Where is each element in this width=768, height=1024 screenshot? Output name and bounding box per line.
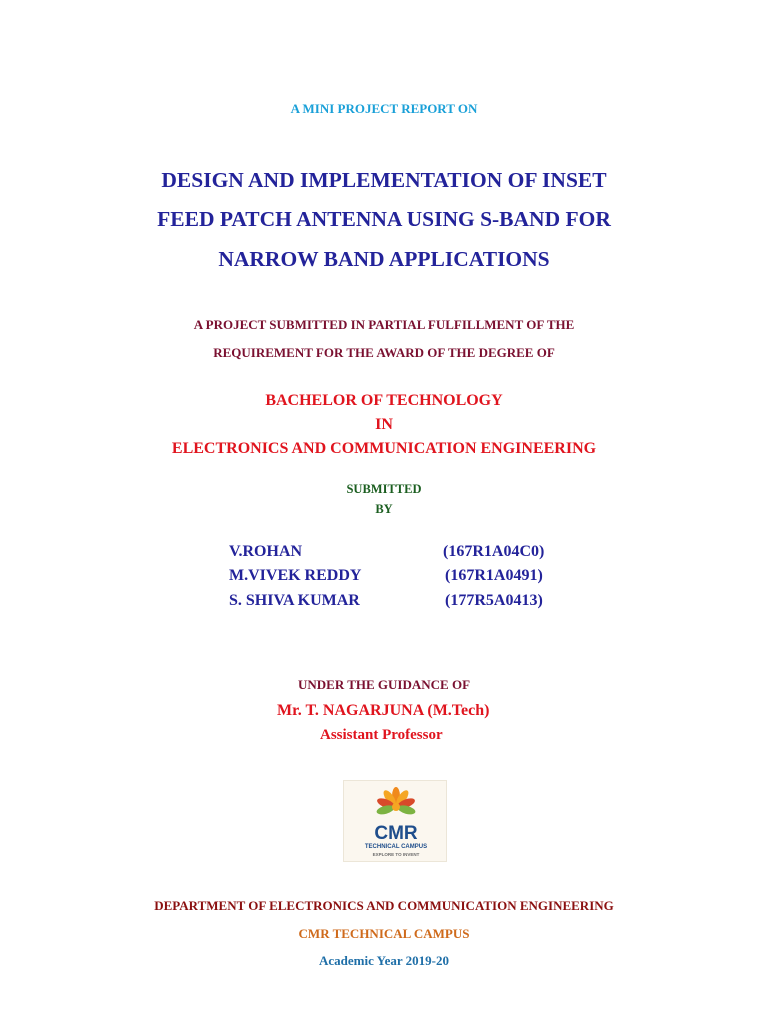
department-name: DEPARTMENT OF ELECTRONICS AND COMMUNICATION ENGINEERING — [154, 898, 614, 913]
degree-connector: IN — [375, 416, 393, 433]
campus-name: CMR TECHNICAL CAMPUS — [298, 926, 470, 941]
student-roll-number: (167R1A04C0) — [443, 543, 545, 560]
student-name: S. SHIVA KUMAR — [229, 592, 360, 609]
student-roll-number: (177R5A0413) — [445, 592, 543, 609]
degree-branch: ELECTRONICS AND COMMUNICATION ENGINEERING — [171, 440, 597, 457]
guide-designation: Assistant Professor — [320, 727, 443, 743]
academic-year: Academic Year 2019-20 — [319, 953, 449, 968]
student-name: V.ROHAN — [229, 543, 303, 560]
guide-name: Mr. T. NAGARJUNA (M.Tech) — [277, 702, 490, 719]
report-type-heading: A MINI PROJECT REPORT ON — [290, 101, 478, 116]
guidance-heading: UNDER THE GUIDANCE OF — [297, 677, 471, 692]
submission-purpose-line-2: REQUIREMENT FOR THE AWARD OF THE DEGREE OF — [213, 345, 555, 360]
logo-wordmark: CMR — [374, 823, 418, 844]
project-title-line-2: FEED PATCH ANTENNA USING S-BAND FOR — [157, 207, 611, 231]
degree-name: BACHELOR OF TECHNOLOGY — [265, 392, 503, 409]
project-title-line-1: DESIGN AND IMPLEMENTATION OF INSET — [161, 168, 607, 192]
by-label: BY — [375, 502, 393, 516]
project-title-line-3: NARROW BAND APPLICATIONS — [218, 247, 550, 271]
college-logo — [343, 780, 447, 862]
submission-purpose-line-1: A PROJECT SUBMITTED IN PARTIAL FULFILLMENT OF THE — [193, 317, 575, 332]
student-name: M.VIVEK REDDY — [229, 567, 362, 584]
student-roll-number: (167R1A0491) — [445, 567, 543, 584]
flower-emblem-icon — [344, 781, 448, 863]
logo-subtext: TECHNICAL CAMPUS — [364, 844, 428, 850]
submitted-label: SUBMITTED — [346, 482, 422, 496]
logo-tagline: EXPLORE TO INVENT — [372, 852, 420, 857]
